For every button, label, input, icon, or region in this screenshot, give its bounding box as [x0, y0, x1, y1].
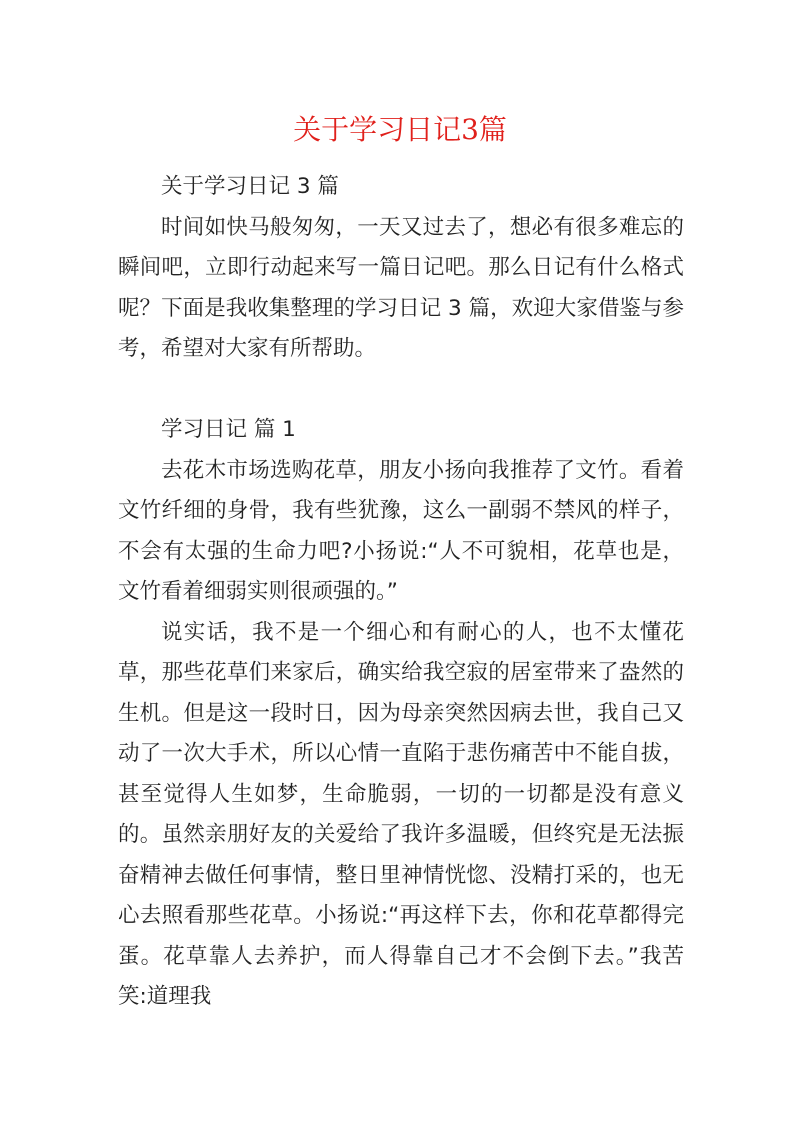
paragraph-spacer [118, 370, 684, 411]
section-heading-entry-1: 学习日记 篇 1 [161, 417, 296, 442]
document-body [118, 167, 684, 1018]
paragraph-entry-1-a: 去花木市场选购花草，朋友小扬向我推荐了文竹。看着文竹纤细的身骨，我有些犹豫，这么一副弱不禁风的样子，不会有太强的生命力吧?小扬说:“人不可貌相，花草也是，文竹看着细弱实则很顽强的。” [118, 457, 684, 604]
document-title: 关于学习日记3篇 [293, 113, 507, 146]
paragraph-intro: 时间如快马般匆匆，一天又过去了，想必有很多难忘的瞬间吧，立即行动起来写一篇日记吧。那么日记有什么格式呢？下面是我收集整理的学习日记 3 篇，欢迎大家借鉴与参考，希望对大家有所帮助。 [118, 214, 684, 361]
paragraph-subtitle: 关于学习日记 3 篇 [161, 174, 339, 199]
paragraph-entry-1-b: 说实话，我不是一个细心和有耐心的人，也不太懂花草，那些花草们来家后，确实给我空寂的居室带来了盎然的生机。但是这一段时日，因为母亲突然因病去世，我自己又动了一次大手术，所以心情一直陷于悲伤痛苦中不能自拔，甚至觉得人生如梦，生命脆弱，一切的一切都是没有意义的。虽然亲朋好友的关爱给了我许多温暖，但终究是无法振奋精神去做任何事情，整日里神情恍惚、没精打采的，也无心去照看那些花草。小扬说:“再这样下去，你和花草都得完蛋。花草靠人去养护，而人得靠自己才不会倒下去。”我苦笑:道理我 [118, 619, 684, 1009]
